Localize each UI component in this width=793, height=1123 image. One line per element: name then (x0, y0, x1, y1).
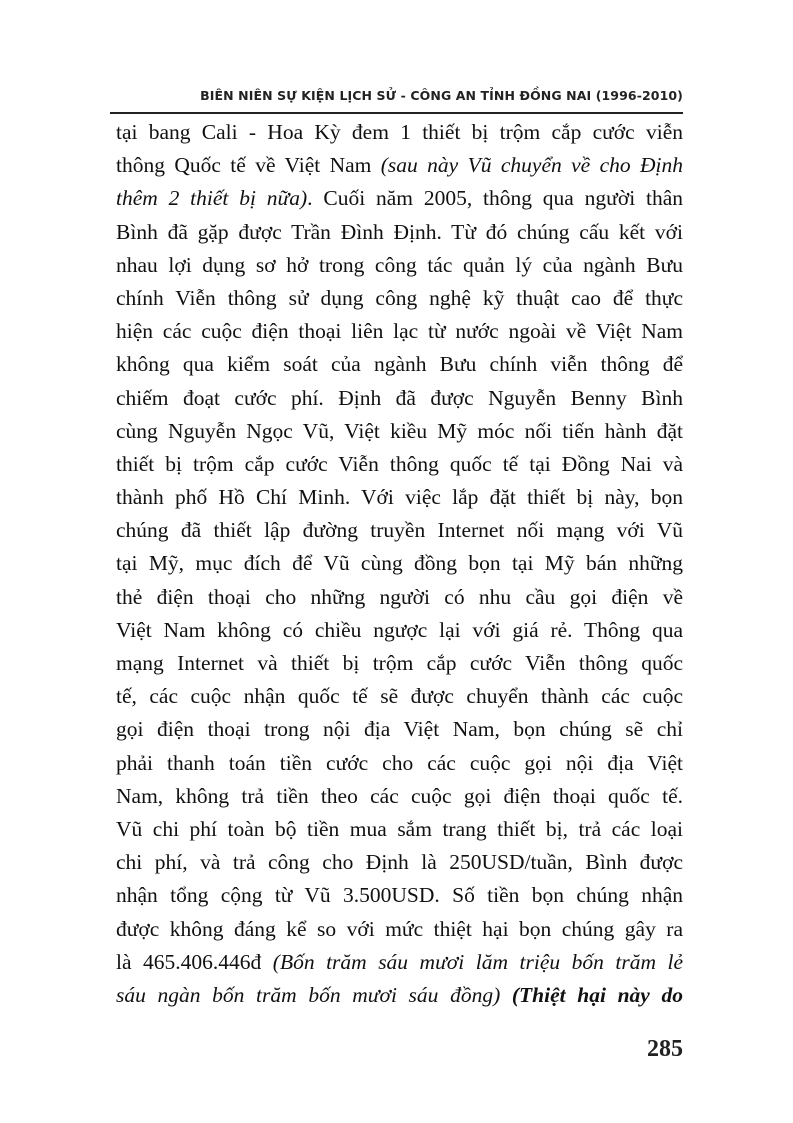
text-segment: tại Mỹ, mục đích để Vũ cùng đồng bọn tại Mỹ bán những (116, 551, 683, 576)
text-line (116, 149, 683, 182)
text-line (116, 913, 683, 946)
text-segment: chúng đã thiết lập đường truyền Internet nối mạng với Vũ (116, 518, 683, 543)
emphasized-text: thêm 2 thiết bị nữa) (116, 186, 308, 211)
text-segment: chính Viễn thông sử dụng công nghệ kỹ thuật cao để thực (116, 285, 683, 310)
text-line (116, 415, 683, 448)
text-line (116, 348, 683, 381)
text-segment: hiện các cuộc điện thoại liên lạc từ nước ngoài về Việt Nam (116, 319, 683, 344)
text-segment: nhận tổng cộng từ Vũ 3.500USD. Số tiền bọn chúng nhận (116, 883, 683, 908)
text-segment: nhau lợi dụng sơ hở trong công tác quản lý của ngành Bưu (116, 252, 683, 277)
text-line (116, 813, 683, 846)
text-line (116, 979, 683, 1012)
text-segment: tế, các cuộc nhận quốc tế sẽ được chuyển thành các cuộc (116, 684, 683, 709)
text-line (116, 946, 683, 979)
text-line (116, 249, 683, 282)
text-segment: Nam, không trả tiền theo các cuộc gọi điện thoại quốc tế. (116, 783, 683, 808)
emphasized-text: (sau này Vũ chuyển về cho Định (380, 153, 683, 178)
text-segment: thẻ điện thoại cho những người có nhu cầu gọi điện về (116, 584, 683, 609)
text-line (116, 315, 683, 348)
text-segment: Vũ chi phí toàn bộ tiền mua sắm trang thiết bị, trả các loại (116, 816, 683, 841)
text-line (116, 448, 683, 481)
text-segment: chi phí, và trả công cho Định là 250USD/tuần, Bình được (116, 850, 683, 875)
text-line (116, 481, 683, 514)
text-segment: . Cuối năm 2005, thông qua người thân (307, 186, 684, 211)
text-segment: tại bang Cali - Hoa Kỳ đem 1 thiết bị trộm cắp cước viễn (116, 120, 683, 144)
text-line (116, 382, 683, 415)
text-line (116, 680, 683, 713)
text-segment: thông Quốc tế về Việt Nam (116, 153, 381, 178)
text-line (116, 747, 683, 780)
text-line (116, 216, 683, 249)
text-line (116, 282, 683, 315)
text-line (116, 614, 683, 647)
text-line (116, 846, 683, 879)
text-line (116, 879, 683, 912)
text-segment: cùng Nguyễn Ngọc Vũ, Việt kiều Mỹ móc nối tiến hành đặt (116, 418, 683, 443)
running-title: BIÊN NIÊN SỰ KIỆN LỊCH SỬ - CÔNG AN TỈNH ĐỒNG NAI (1996-2010) (200, 88, 683, 103)
emphasized-text: (Thiệt hại này do (511, 982, 683, 1007)
running-header (110, 86, 683, 114)
text-line (116, 713, 683, 746)
text-segment: được không đáng kể so với mức thiệt hại bọn chúng gây ra (116, 916, 683, 941)
text-segment: Việt Nam không có chiều ngược lại với giá rẻ. Thông qua (116, 617, 683, 642)
page-number: 285 (647, 1036, 683, 1062)
text-line (116, 581, 683, 614)
text-line (116, 780, 683, 813)
text-line (116, 514, 683, 547)
text-segment: thành phố Hồ Chí Minh. Với việc lắp đặt thiết bị này, bọn (116, 485, 683, 510)
text-line (116, 116, 683, 149)
text-segment: chiếm đoạt cước phí. Định đã được Nguyễn Benny Bình (116, 385, 683, 410)
emphasized-text: (Bốn trăm sáu mươi lăm triệu bốn trăm lẻ (272, 949, 683, 974)
body-text (116, 116, 683, 1012)
text-segment: mạng Internet và thiết bị trộm cắp cước Viễn thông quốc (116, 651, 683, 675)
text-segment: không qua kiểm soát của ngành Bưu chính viễn thông để (116, 352, 683, 377)
text-line (116, 182, 683, 215)
text-line (116, 647, 683, 680)
text-segment: phải thanh toán tiền cước cho các cuộc gọi nội địa Việt (116, 750, 683, 775)
text-line (116, 547, 683, 580)
emphasized-text: sáu ngàn bốn trăm bốn mươi sáu đồng) (116, 982, 512, 1007)
text-segment: Bình đã gặp được Trần Đình Định. Từ đó chúng cấu kết với (116, 219, 683, 244)
text-segment: thiết bị trộm cắp cước Viễn thông quốc tế tại Đồng Nai và (116, 451, 683, 476)
text-segment: gọi điện thoại trong nội địa Việt Nam, bọn chúng sẽ chỉ (116, 717, 683, 742)
text-segment: là 465.406.446đ (116, 949, 273, 974)
